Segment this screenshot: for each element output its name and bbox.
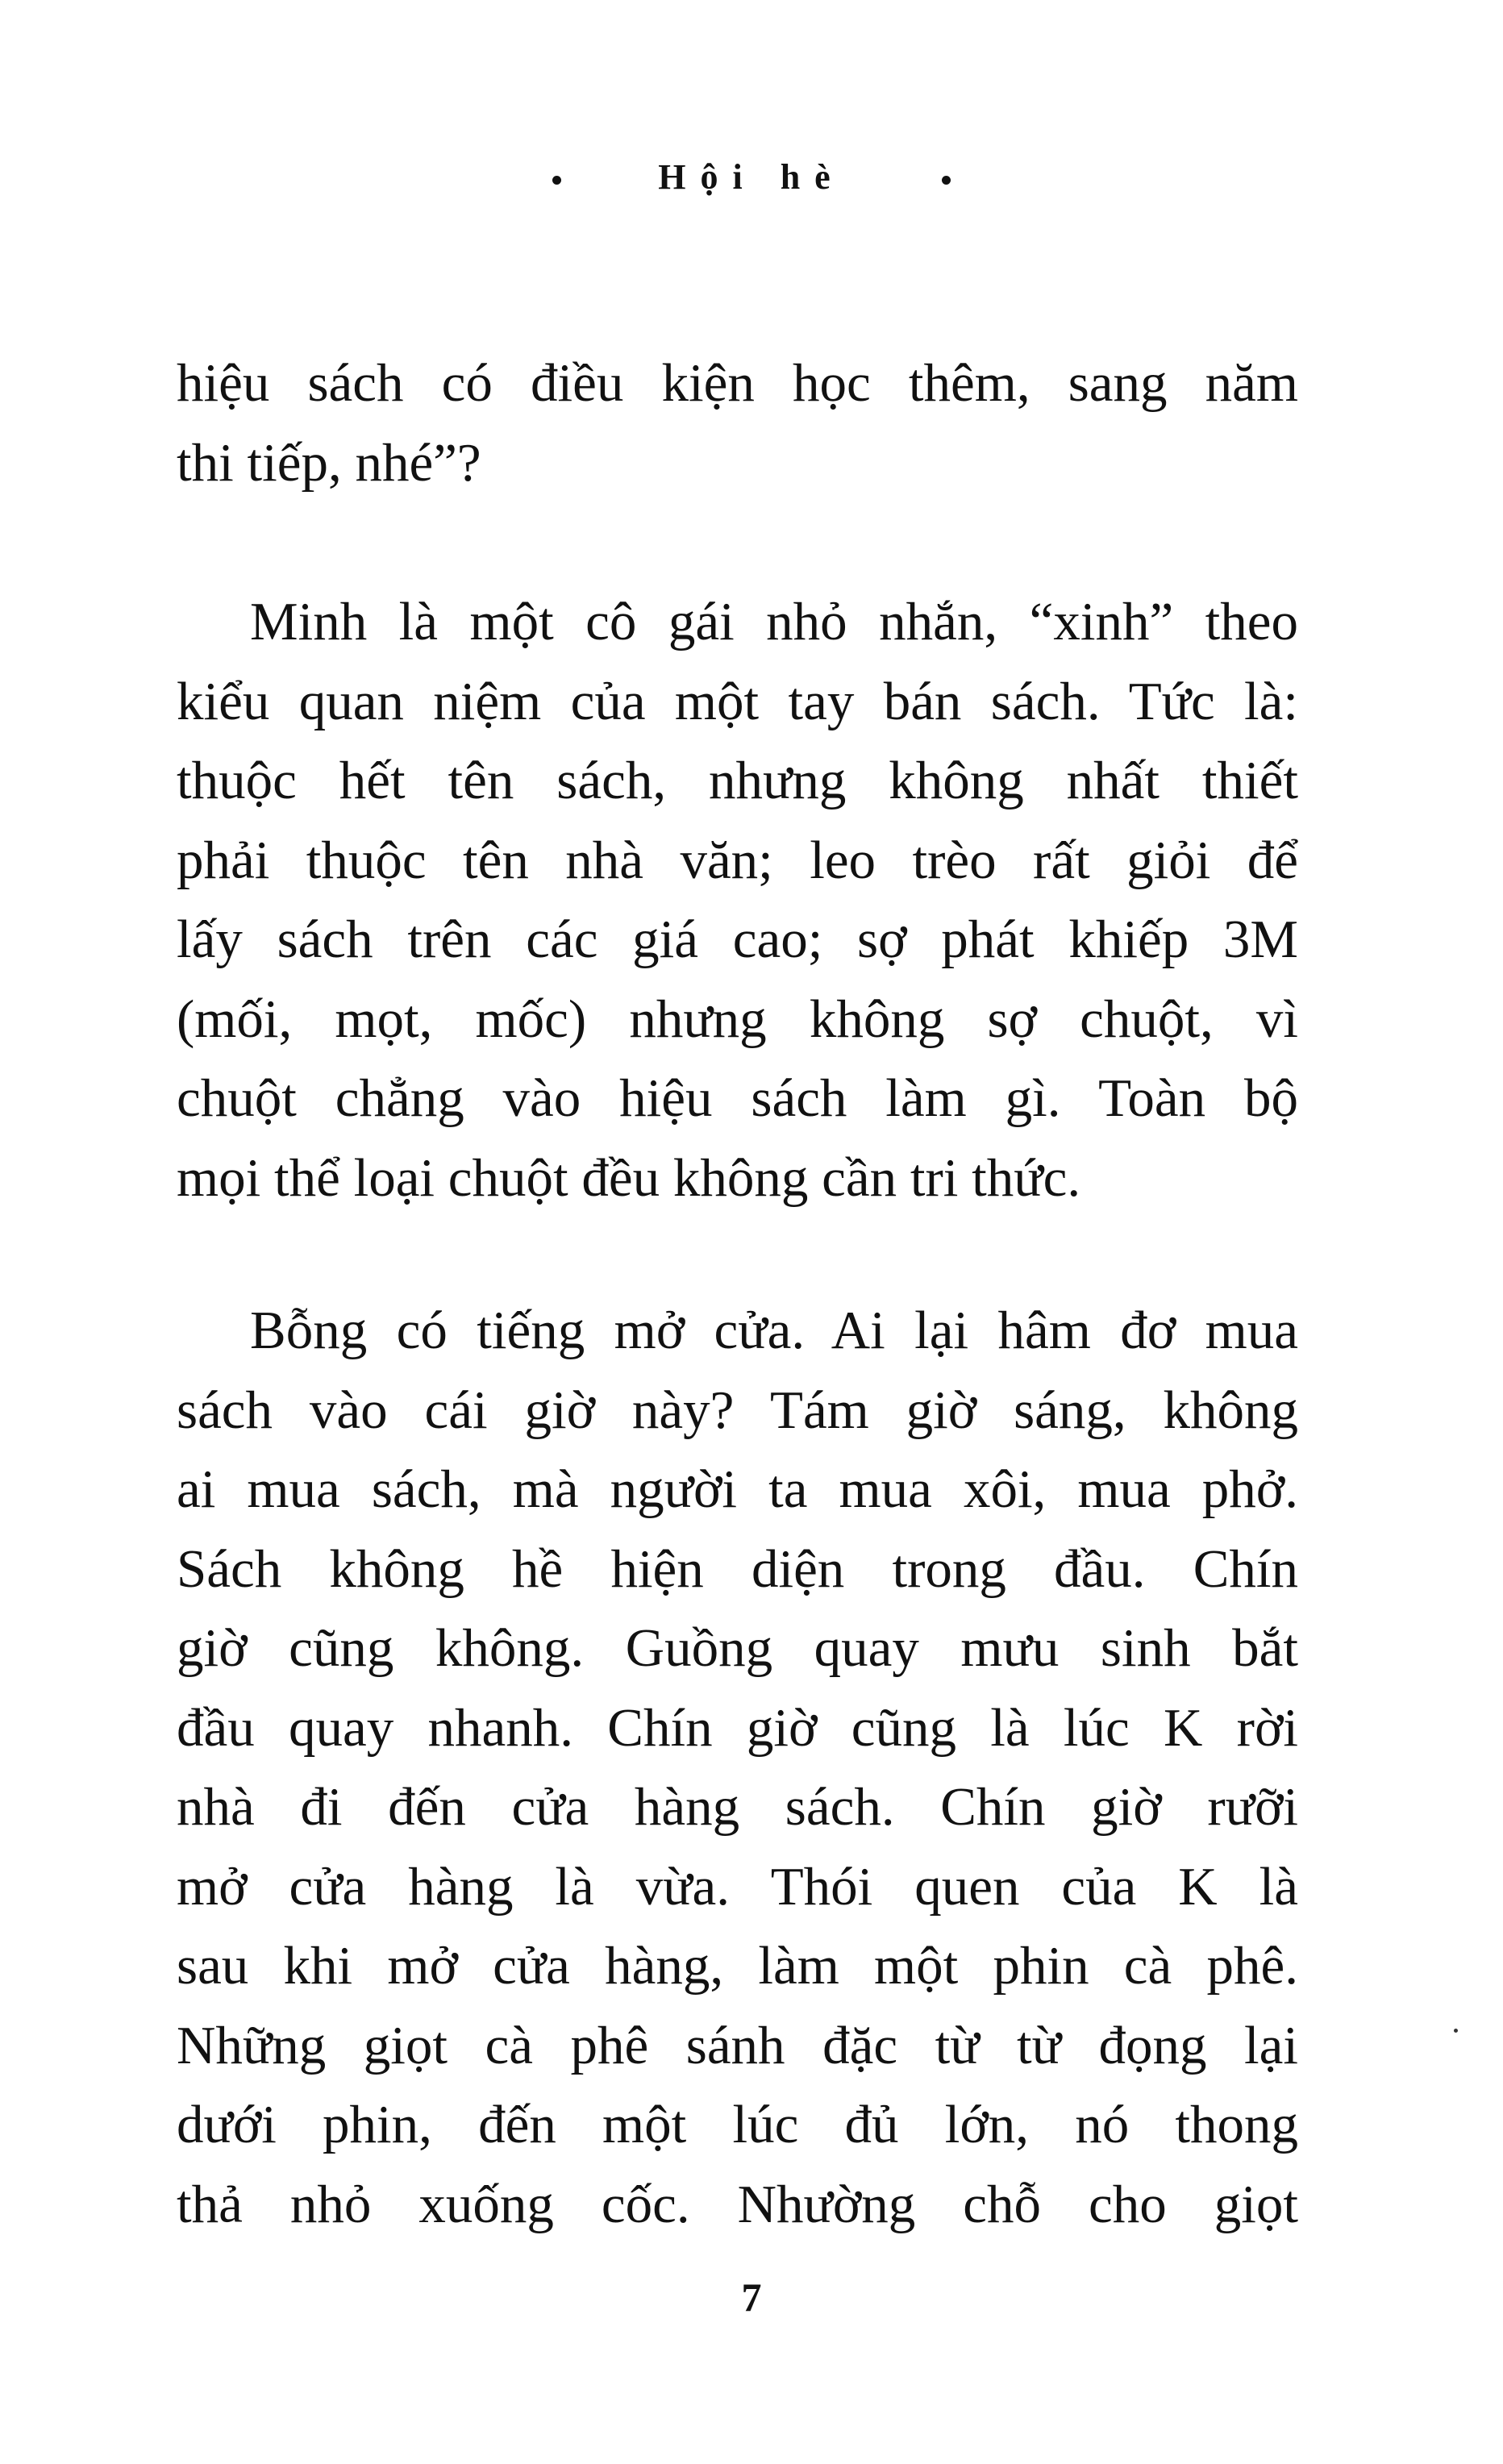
paragraph-2 <box>177 582 1298 1217</box>
text-line: Bỗng có tiếng mở cửa. Ai lại hâm đơ mua <box>250 1301 1298 1360</box>
page-number: 7 <box>741 2275 762 2320</box>
text-line: thuộc hết tên sách, nhưng không nhất thiết <box>177 751 1298 810</box>
text-line: (mối, mọt, mốc) nhưng không sợ chuột, vì <box>177 989 1298 1049</box>
chapter-title: Hội hè <box>658 157 845 197</box>
text-line: chuột chẳng vào hiệu sách làm gì. Toàn bộ <box>177 1068 1298 1128</box>
text-line: lấy sách trên các giá cao; sợ phát khiếp 3M <box>177 909 1298 969</box>
bullet-icon <box>942 176 951 185</box>
text-line: ai mua sách, mà người ta mua xôi, mua phở. <box>177 1459 1298 1519</box>
text-line: sách vào cái giờ này? Tám giờ sáng, không <box>177 1380 1298 1440</box>
text-line: Minh là một cô gái nhỏ nhắn, “xinh” theo <box>250 592 1298 651</box>
text-line: thi tiếp, nhé”? <box>177 432 481 493</box>
text-line: thả nhỏ xuống cốc. Nhường chỗ cho giọt <box>177 2174 1298 2234</box>
text-line: sau khi mở cửa hàng, làm một phin cà phê. <box>177 1936 1298 1996</box>
text-line: dưới phin, đến một lúc đủ lớn, nó thong <box>177 2095 1298 2154</box>
text-line: đầu quay nhanh. Chín giờ cũng là lúc K rời <box>177 1697 1298 1758</box>
scan-speck <box>1454 2029 1458 2033</box>
text-line: nhà đi đến cửa hàng sách. Chín giờ rưỡi <box>177 1777 1298 1837</box>
text-line: giờ cũng không. Guồng quay mưu sinh bắt <box>177 1618 1298 1678</box>
text-line: Những giọt cà phê sánh đặc từ từ đọng lại <box>177 2015 1298 2075</box>
text-line: mọi thể loại chuột đều không cần tri thức. <box>177 1147 1081 1208</box>
text-line: mở cửa hàng là vừa. Thói quen của K là <box>177 1856 1298 1917</box>
running-header <box>0 153 1503 202</box>
text-line: Sách không hề hiện diện trong đầu. Chín <box>177 1538 1298 1599</box>
paragraph-1 <box>177 343 1298 502</box>
text-line: kiểu quan niệm của một tay bán sách. Tức là: <box>177 671 1298 731</box>
text-line: hiệu sách có điều kiện học thêm, sang năm <box>177 353 1298 413</box>
bullet-icon <box>552 176 561 185</box>
paragraph-3 <box>177 1291 1298 2244</box>
text-line: phải thuộc tên nhà văn; leo trèo rất giỏi để <box>177 830 1298 890</box>
